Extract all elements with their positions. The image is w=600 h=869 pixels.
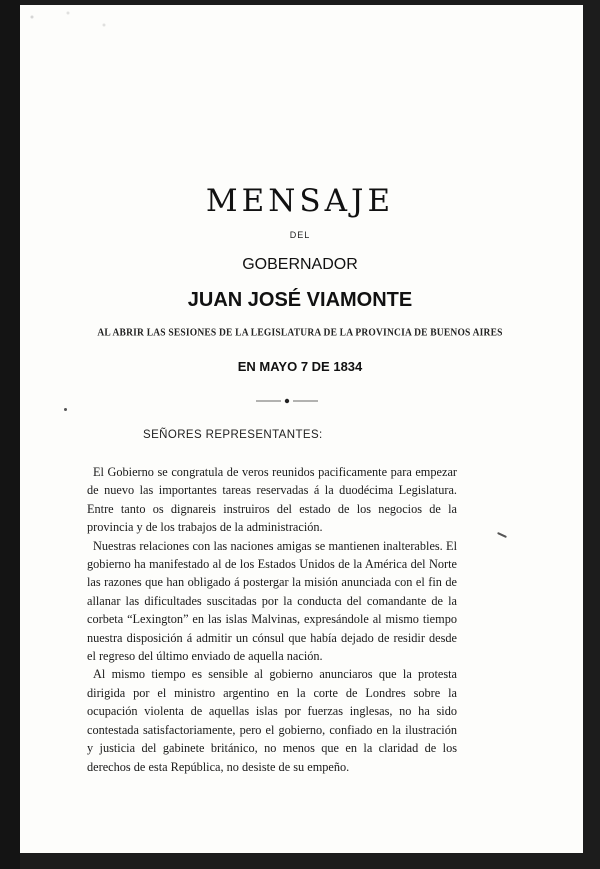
- title-connector: DEL: [289, 230, 311, 240]
- scan-border-right: [583, 0, 600, 869]
- occasion-line: AL ABRIR LAS SESIONES DE LA LEGISLATURA DE LA PROVINCIA DE BUENOS AIRES: [97, 327, 503, 339]
- scan-speckle: [20, 5, 140, 45]
- message-body: [87, 463, 457, 776]
- title-role: GOBERNADOR: [242, 256, 358, 273]
- date-line: EN MAYO 7 DE 1834: [237, 359, 363, 374]
- paragraph: El Gobierno se congratula de veros reunidos pacificamente para empezar de nuevo las importantes tareas reservadas á la duodécima Legislatura. Entre tanto os dignareis instruiros del estado de los negocios de la provincia y de los trabajos de la administración.: [87, 465, 457, 535]
- paragraph: Al mismo tiempo es sensible al gobierno anunciaros que la protesta dirigida por el ministro argentino en la corte de Londres sobre la ocupación violenta de aquellas islas por fuerzas inglesas, no ha sido contestada satisfactoriamente, pero el gobierno, confiado en la ilustración y justicia del gabinete británico, no menos que en la claridad de los derechos de esta República, no desiste de su empeño.: [87, 667, 457, 774]
- paragraph: Nuestras relaciones con las naciones amigas se mantienen inalterables. El gobierno ha manifestado al de los Estados Unidos de la América del Norte las razones que han obligado á postergar la misión anunciada con el fin de allanar las dificultades suscitadas por la conducta del comandante de la corbeta “Lexington” en las islas Malvinas, expresándole al mismo tiempo nuestra disposición á admitir un cónsul que había dejado de residir desde el regreso del último enviado de aquella nación.: [87, 538, 457, 664]
- salutation: SEÑORES REPRESENTANTES:: [143, 429, 323, 441]
- governor-name: JUAN JOSÉ VIAMONTE: [187, 289, 413, 311]
- ornament-divider: [256, 398, 318, 404]
- scan-dot: [64, 408, 67, 411]
- scan-border-bottom: [20, 853, 583, 869]
- document-title: MENSAJE: [205, 183, 395, 219]
- scan-border-left: [0, 0, 20, 869]
